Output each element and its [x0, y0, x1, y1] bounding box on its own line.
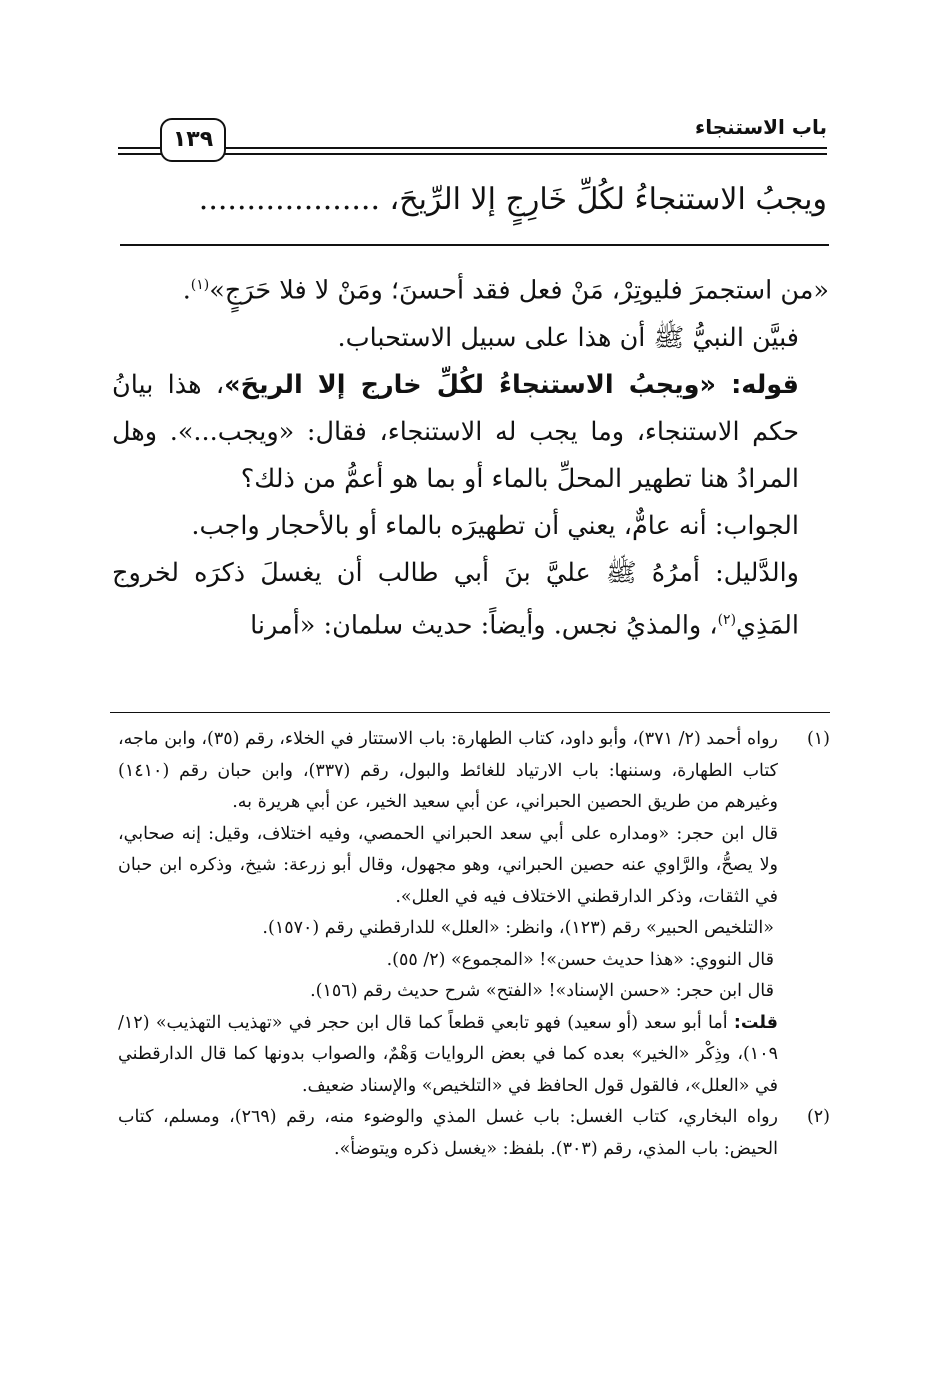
hadith-quote-text: «من استجمرَ فليوتِرْ، مَنْ فعل فقد أحسنَ؛ ومَنْ لا فلا حَرَجٍ» — [209, 275, 829, 306]
matn-line: ويجبُ الاستنجاءُ لكُلِّ خَارِجٍ إلا الرِّيحَ، ................... — [198, 182, 827, 217]
footnote-ref-1[interactable]: (١) — [190, 277, 210, 293]
paragraph-istihbab: فبيَّن النبيُّ ﷺ أن هذا على سبيل الاستحباب. — [337, 322, 799, 353]
footnote-1-ibn-hajar: قال ابن حجر: «ومداره على أبي سعد الحبراني الحمصي، وفيه اختلاف، وقيل: إنه صحابي، ولا يصحُّ، والرَّاوي عنه حصين الحبراني، وهو مجهول، وقال أبو زرعة: شيخ، وذكره ابن حبان في الثقات، وذكر الدارقطني الاختلاف فيه في العلل». — [118, 823, 778, 907]
footnote-1 — [118, 724, 830, 1102]
paragraph-qawluhu — [112, 362, 829, 503]
page-header — [118, 112, 827, 162]
hadith-quote-end: . — [182, 275, 191, 306]
evidence-text-b: ، والمذيُ نجس. وأيضاً: حديث سلمان: «أمرنا — [250, 610, 718, 640]
footnote-1-body — [118, 724, 778, 1102]
footnote-2 — [118, 1102, 830, 1165]
footnote-1-nawawi: قال النووي: «هذا حديث حسن»! «المجموع» (٢/ ٥٥). — [386, 949, 774, 970]
footnote-1-talkhis: «التلخيص الحبير» رقم (١٢٣)، وانظر: «العلل» للدارقطني رقم (١٥٧٠). — [262, 918, 774, 938]
footnote-2-number: (٢) — [806, 1107, 830, 1127]
footnote-2-body — [118, 1102, 778, 1165]
commentary-body — [112, 262, 829, 649]
footnote-1-qultu — [118, 1008, 778, 1103]
qultu-lead: قلت: — [733, 1012, 778, 1033]
paragraph-hadith-quote — [112, 262, 829, 315]
chapter-title: باب الاستنجاء — [687, 112, 827, 142]
paragraph-answer: الجواب: أنه عامٌّ، يعني أن تطهيرَه بالماء أو بالأحجار واجب. — [191, 510, 799, 541]
footnote-1-number: (١) — [806, 729, 830, 749]
footnote-1-fath: قال ابن حجر: «حسن الإسناد»! «الفتح» شرح حديث رقم (١٥٦). — [310, 981, 774, 1001]
footnote-1-sources: رواه أحمد (٢/ ٣٧١)، وأبو داود، كتاب الطهارة: باب الاستتار في الخلاء، رقم (٣٥)، وابن ماجه، كتاب الطهارة، وسننها: باب الارتياد للغائط والبول، رقم (٣٣٧)، وابن حبان رقم (١٤١٠) وغيرهم من طريق الحصين الحبراني، عن أبي سعيد الخير، عن أبي هريرة به. — [118, 729, 778, 812]
paragraph-evidence — [112, 550, 829, 650]
footnote-2-sources: رواه البخاري، كتاب الغسل: باب غسل المذي والوضوء منه، رقم (٢٦٩)، ومسلم، كتاب الحيض: باب المذي، رقم (٣٠٣). بلفظ: «يغسل ذكره ويتوضأ». — [118, 1107, 778, 1159]
qawluhu-lead: قوله: «ويجبُ الاستنجاءُ لكُلِّ خارج إلا الريحَ» — [224, 369, 799, 400]
evidence-text-a: والدَّليل: أمرُهُ ﷺ عليَّ بنَ أبي طالب أن يغسلَ ذكرَه لخروج المَذِي — [112, 557, 799, 640]
footnote-ref-2[interactable]: (٢) — [717, 611, 737, 628]
qawluhu-text: ، هذا بيانُ حكم الاستنجاء، وما يجب له الاستنجاء، فقال: «ويجب...». وهل المرادُ هنا تطهير المحلِّ بالماء أو بما هو أعمُّ من ذلك؟ — [112, 369, 799, 494]
matn-divider — [120, 244, 829, 246]
footnote-divider — [110, 712, 830, 713]
qultu-text: أما أبو سعد (أو سعيد) فهو تابعي قطعاً كما قال ابن حجر في «تهذيب التهذيب» (١٢/ ١٠٩)، وذِكْر «الخير» بعده كما في بعض الروايات وَهْمٌ، والصواب بدونها كما قال الدارقطني في «العلل»، فالقول قول الحافظ في «التلخيص» والإسناد ضعيف. — [118, 1012, 778, 1096]
page-number: ١٣٩ — [160, 118, 226, 162]
footnotes — [118, 724, 830, 1165]
